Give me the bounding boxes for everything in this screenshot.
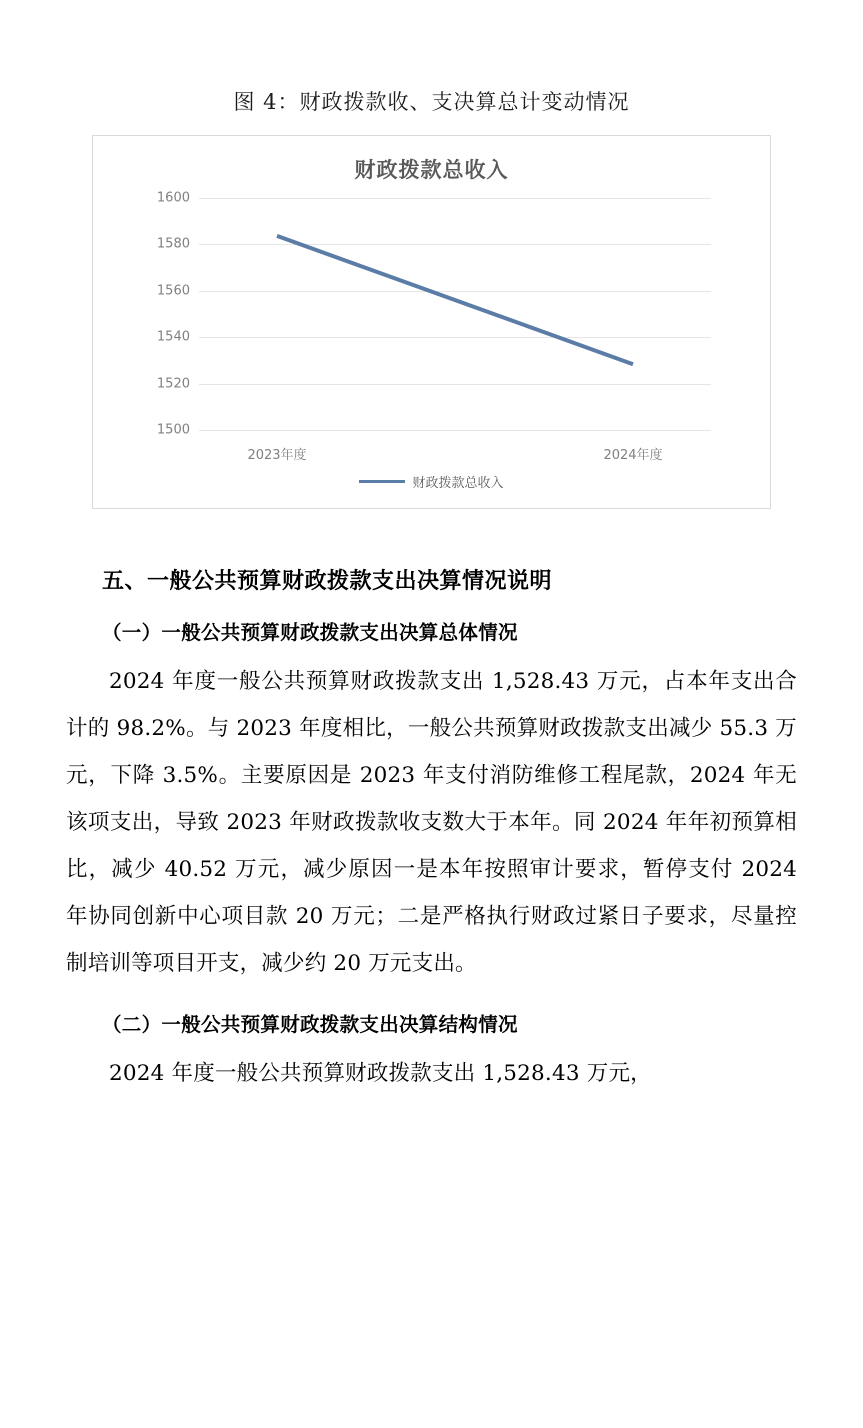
chart-plot-area	[156, 190, 711, 463]
y-axis-tick-label: 1540	[156, 329, 190, 345]
y-axis-tick-label: 1560	[156, 283, 190, 299]
legend-line-swatch	[359, 480, 405, 483]
sub-heading-overall: （一）一般公共预算财政拨款支出决算总体情况	[102, 621, 518, 644]
y-axis-tick-label: 1600	[156, 190, 190, 206]
document-page	[0, 86, 863, 1428]
paragraph-overall: 2024 年度一般公共预算财政拨款支出 1,528.43 万元，占本年支出合计的 98.2%。与 2023 年度相比，一般公共预算财政拨款支出减少 55.3 万元，下降 3.5%。主要原因是 2023 年支付消防维修工程尾款，2024 年无该项支出，导致 2023 年财政拨款收支数大于本年。同 2024 年年初预算相比，减少 40.52 万元，减少原因一是本年按照审计要求，暂停支付 2024 年协同创新中心项目款 20 万元；二是严格执行财政过紧日子要求，尽量控制培训等项目开支，减少约 20 万元支出。	[66, 669, 797, 976]
chart-title: 财政拨款总收入	[354, 158, 509, 182]
chart-figure	[92, 135, 771, 509]
y-axis-tick-label: 1580	[156, 236, 190, 252]
figure-caption: 图 4：财政拨款收、支决算总计变动情况	[233, 90, 630, 114]
legend-label: 财政拨款总收入	[412, 476, 504, 491]
section-heading: 五、一般公共预算财政拨款支出决算情况说明	[102, 569, 553, 594]
x-axis-tick-label: 2024年度	[603, 448, 663, 463]
paragraph-structure: 2024 年度一般公共预算财政拨款支出 1,528.43 万元，	[109, 1061, 652, 1086]
y-axis-tick-label: 1500	[156, 422, 190, 438]
gridline-1500	[156, 422, 711, 438]
sub-heading-structure: （二）一般公共预算财政拨款支出决算结构情况	[102, 1013, 518, 1036]
x-axis-tick-label: 2023年度	[247, 448, 307, 463]
chart-legend	[93, 472, 770, 491]
y-axis-tick-label: 1520	[156, 376, 190, 392]
chart-series-line	[199, 198, 711, 430]
